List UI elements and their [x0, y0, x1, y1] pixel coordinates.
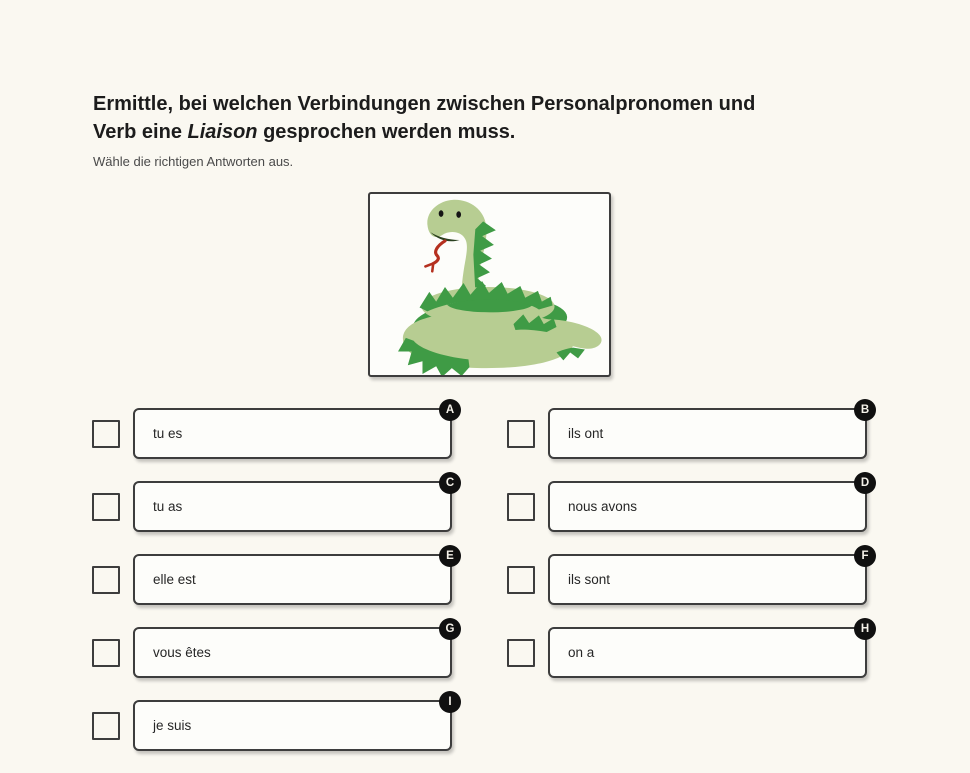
answer-option-c	[92, 477, 455, 532]
answer-option-a	[92, 404, 455, 459]
answer-label: tu as	[153, 499, 183, 514]
answer-label: elle est	[153, 572, 196, 587]
option-letter-badge: I	[439, 691, 461, 713]
answer-option-i	[92, 696, 452, 751]
answer-box-b[interactable]	[548, 404, 870, 459]
answer-label: je suis	[153, 718, 192, 733]
answer-box-d[interactable]	[548, 477, 870, 532]
answer-box-c[interactable]	[133, 477, 455, 532]
task-title-line2-prefix: Verb eine	[93, 121, 188, 143]
task-title-line1: Ermittle, bei welchen Verbindungen zwischen Personalpronomen und	[93, 93, 756, 115]
answer-box-a[interactable]	[133, 404, 455, 459]
snake-tongue-fork	[425, 263, 433, 271]
snake-illustration	[370, 194, 609, 375]
option-letter-badge: B	[854, 399, 876, 421]
option-letter-badge: G	[439, 618, 461, 640]
snake-tongue	[433, 241, 445, 264]
option-letter-badge: C	[439, 472, 461, 494]
checkbox-a[interactable]	[92, 420, 120, 448]
answer-options	[92, 404, 870, 751]
answer-option-b	[507, 404, 870, 459]
answer-label: nous avons	[568, 499, 638, 514]
option-letter-badge: H	[854, 618, 876, 640]
task-instruction: Wähle die richtigen Antworten aus.	[93, 154, 294, 169]
answer-label: on a	[568, 645, 595, 660]
answer-label: tu es	[153, 426, 183, 441]
answer-option-e	[92, 550, 454, 605]
answer-label: ils ont	[568, 426, 604, 441]
task-title-line2-suffix: gesprochen werden muss.	[257, 121, 516, 143]
option-letter-badge: D	[854, 472, 876, 494]
answer-box-g[interactable]	[133, 623, 455, 678]
checkbox-g[interactable]	[92, 639, 120, 667]
checkbox-e[interactable]	[92, 566, 120, 594]
snake-eye	[439, 210, 444, 217]
answer-option-g	[92, 623, 455, 678]
checkbox-b[interactable]	[507, 420, 535, 448]
snake-eye	[456, 211, 461, 218]
checkbox-i[interactable]	[92, 712, 120, 740]
illustration-card	[368, 192, 611, 377]
checkbox-c[interactable]	[92, 493, 120, 521]
answer-option-d	[507, 477, 870, 532]
answer-option-f	[507, 550, 869, 605]
answer-label: ils sont	[568, 572, 611, 587]
checkbox-f[interactable]	[507, 566, 535, 594]
option-letter-badge: F	[854, 545, 876, 567]
answer-box-h[interactable]	[548, 623, 870, 678]
checkbox-d[interactable]	[507, 493, 535, 521]
option-letter-badge: E	[439, 545, 461, 567]
answer-box-f[interactable]	[548, 550, 869, 605]
answer-label: vous êtes	[153, 645, 211, 660]
task-title	[93, 90, 893, 146]
answer-box-i[interactable]	[133, 696, 452, 751]
checkbox-h[interactable]	[507, 639, 535, 667]
option-letter-badge: A	[439, 399, 461, 421]
task-title-italic-word: Liaison	[187, 121, 258, 143]
answer-box-e[interactable]	[133, 550, 454, 605]
answer-option-h	[507, 623, 870, 678]
